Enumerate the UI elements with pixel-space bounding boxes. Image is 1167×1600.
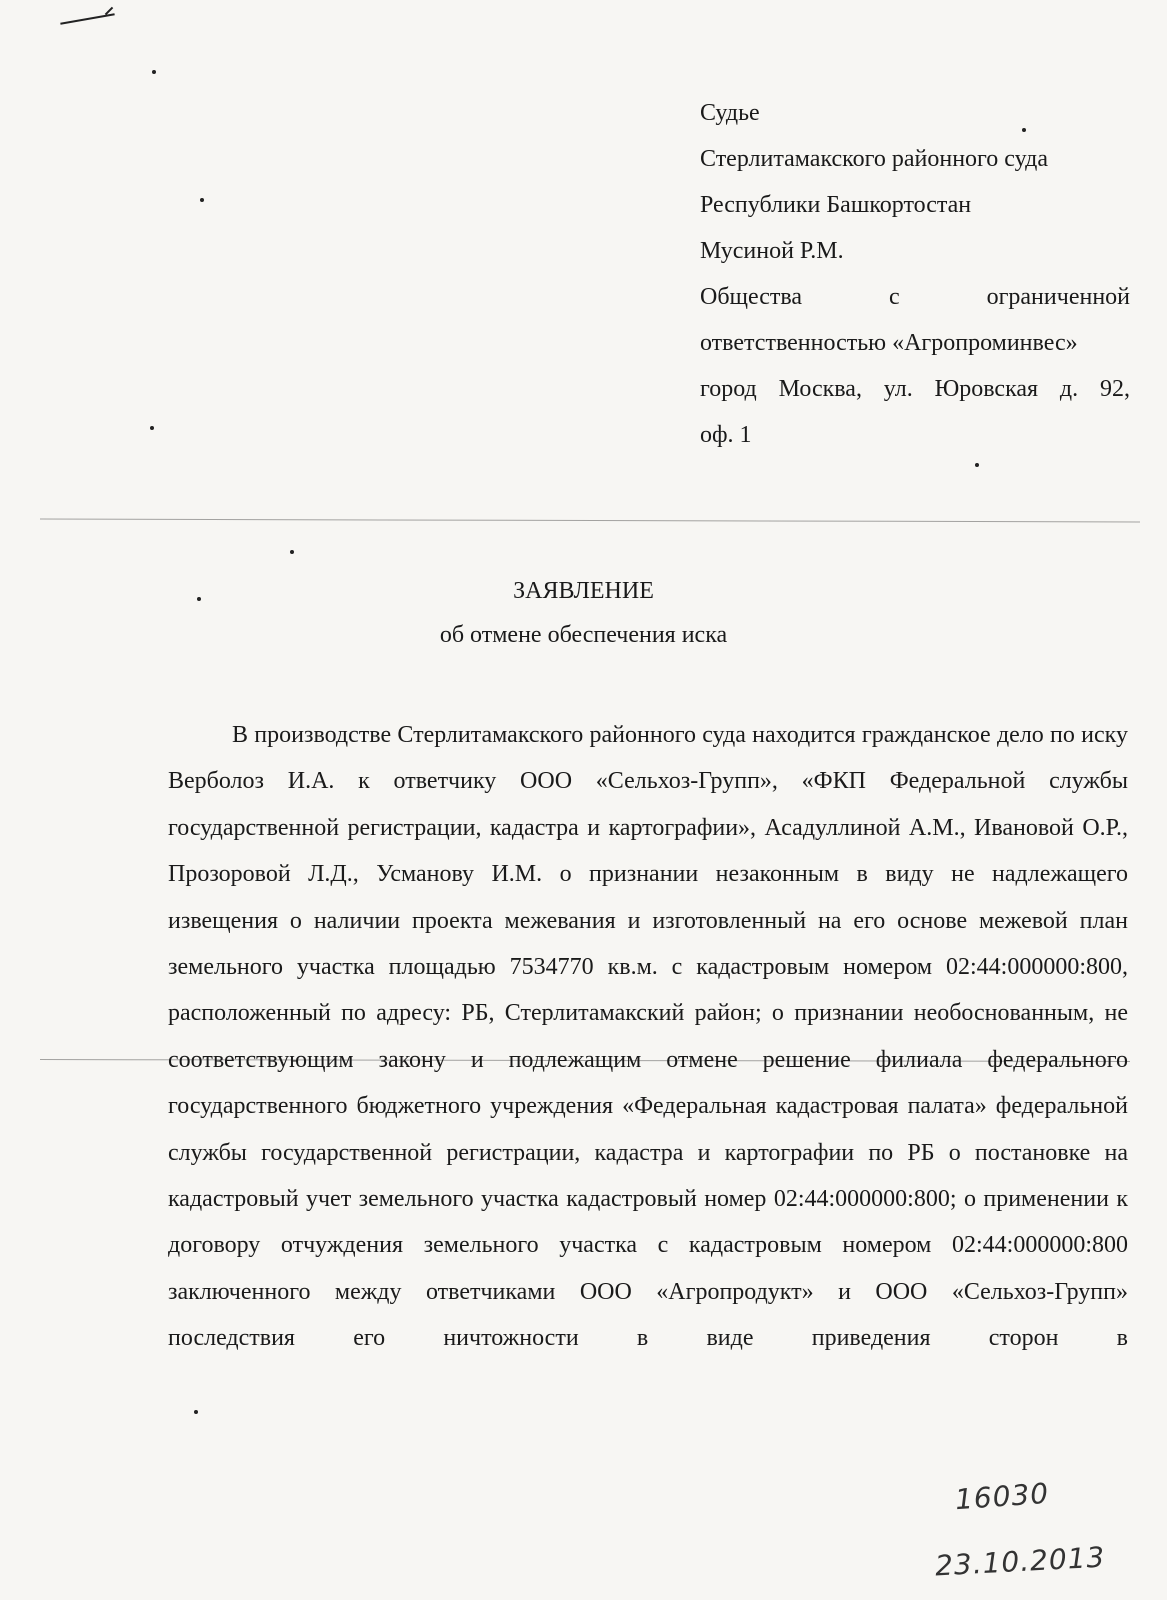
handwritten-registration-number: 16030 [953,1476,1051,1517]
addressee-line: город Москва, ул. Юровская д. 92, [700,376,1130,402]
addressee-line: Мусиной Р.М. [700,238,844,264]
scan-speck [152,70,156,74]
body-paragraph [168,712,1128,1362]
addressee-line: Судье [700,100,760,126]
addressee-block [700,90,1130,458]
handwritten-date: 23.10.2013 [934,1540,1107,1583]
document-title: ЗАЯВЛЕНИЕ [513,578,654,604]
addressee-line: Стерлитамакского районного суда [700,146,1048,172]
addressee-line: ответственностью «Агропроминвес» [700,330,1078,356]
document-subtitle: об отмене обеспечения иска [439,622,728,648]
scan-speck [975,463,979,467]
scan-speck [194,1410,198,1414]
scan-speck [200,198,204,202]
fold-line [40,519,1140,523]
pen-mark [60,13,115,25]
addressee-line: оф. 1 [700,422,752,448]
scan-speck [290,550,294,554]
scan-speck [150,426,154,430]
addressee-line: Общества с ограниченной [700,284,1130,310]
addressee-line: Республики Башкортостан [700,192,972,218]
body-text: В производстве Стерлитамакского районного суда находится гражданское дело по иску Верболоз И.А. к ответчику ООО «Сельхоз-Групп», «ФКП Федеральной службы государственной регистрации, кадастра и картографии», Асадуллиной А.М., Ивановой О.Р., Прозоровой Л.Д., Усманову И.М. о признании незаконным в виду не надлежащего извещения о наличии проекта межевания и изготовленный на его основе межевой план земельного участка площадью 7534770 кв.м. с кадастровым номером 02:44:000000:800, расположенный по адресу: РБ, Стерлитамакский район; о признании необоснованным, не соответствующим закону и подлежащим отмене решение филиала федерального государственного бюджетного учреждения «Федеральная кадастровая палата» федеральной службы государственной регистрации, кадастра и картографии по РБ о постановке на кадастровый учет земельного участка кадастровый номер 02:44:000000:800; о применении к договору отчуждения земельного участка с кадастровым номером 02:44:000000:800 заключенного между ответчиками ООО «Агропродукт» и ООО «Сельхоз-Групп» последствия его ничтожности в виде приведения сторон в [168,722,1128,1352]
